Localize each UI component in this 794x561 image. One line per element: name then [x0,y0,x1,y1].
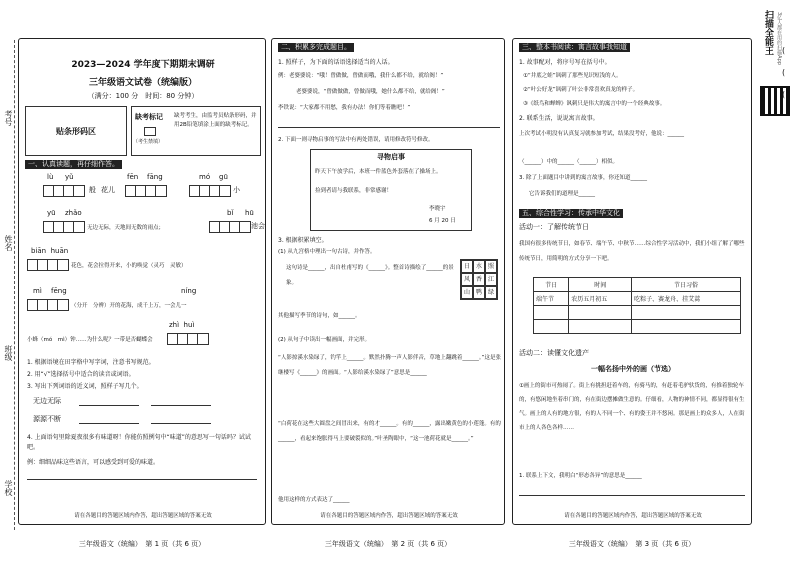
question-2-3b: (2) 从句子中读出一幅画面，并完形。 [278,337,371,343]
answer-line[interactable] [27,479,257,480]
section-2-header: 二、积累多完成题目。 [278,43,354,52]
writing-row-3: 花色，花会拉得开来，小的唤觉（灵巧 灵敏） [27,259,263,273]
barcode-area [25,106,127,156]
answer-line[interactable] [151,423,211,424]
page-1-footer: 三年级语文（统编） 第 1 页（共 6 页） [78,540,206,548]
kaohao-label: 考号 [4,110,13,126]
absent-desc: 缺考考生，由监考员贴条形码，并用2B铅笔填涂上面的缺考标记。 [174,113,257,128]
absent-box [131,106,261,156]
para-3-4: 我国有很多传统节日，如春节、端午节、中秋节……综合性学习活动中，我们小组了解了哪些传统节日，用简明的方式分享一下吧。 [519,241,745,262]
exam-meta: （满分：100 分 时间：80 分钟） [87,92,199,100]
page-1: 2023—2024 学年度下期期末调研 三年级语文试卷（统编版） （满分：100 分 时间：80 分钟） 贴条形码区 缺考标记 （考生禁填） 缺考考生，由监考员贴条形码，并用2B铅笔填涂上面的缺考标记。 一、认真读题，再仔细作答。 lù yǔ fēn fāng mó gū 般 花儿 小 yū zhǎo bǐ hū 无边无际，天地间无数的雨点； 池会 biān huān 花色，花会拉得开来，小的唤觉（灵巧 灵敏） mì fēng níng （分开 分辨）开的花海，成千上万，一会儿一 zhì huì 小蜂（mó mì）钟……为什么呢？一带是否蝴蝶会 1. 根据语境在田字格中写字词，注意书写规范。 2. 用“√”选择括号中适合的读音或词语。 3. 写出下列词语的近义词，照样子写几个。 无边无际 源源不断 4. 上面语句里除夏夜很多有味道呀！你能仿照例句中“味道”的意思写一句话吗？试试吧。 例：细细品味这些语言，可以感受到可爱的味道。 请在各题目的答题区域内作答，超出答题区域的答案无效 [18,38,266,525]
table-cell: 端午节 [534,292,569,306]
answer-line[interactable] [519,495,745,496]
qr-code-icon [760,86,790,116]
example-2-3: 李铁说：“大家都不用愁，我有办法！你们等着瞧吧！” [278,105,411,111]
table-cell[interactable] [632,306,741,320]
item-3-1: ①“井底之蛙”讽刺了那些见识短浅的人。 [523,73,622,79]
area-note: 请在各题目的答题区域内作答，超出答题区域的答案无效 [320,513,458,519]
word-1: 无边无际 [33,397,61,405]
fill-line-3: “人影掠溪水染绿了，钓竿上______。默然扑腾一声人影伴音，草地上翻跳着______。”这是张继楼写《______》的画面。“人影给溪水染绿了”意思是______ [278,355,501,376]
char-grid[interactable] [27,299,69,311]
exam-subtitle: 三年级语文试卷（统编版） [88,78,197,88]
para-3-2: （______）中的______（______）相似。 [519,159,619,165]
barcode-label: 贴条形码区 [56,126,96,136]
char-grid[interactable] [43,185,85,197]
article-title: 一幅名扬中外的画（节选） [591,365,675,373]
banji-label: 班级 [4,345,13,361]
table-cell[interactable] [534,306,569,320]
question-1-4: 4. 上面语句里除夏夜很多有味道呀！你能仿照例句中“味道”的意思写一句话吗？试试吧。 [27,434,251,451]
para-3-3: 它告诉我们的道理是______ [529,191,596,197]
page-3 [512,38,752,525]
exam-title: 2023—2024 学年度下期期末调研 [71,60,215,70]
question-3-5: 1. 联系上下文，我明白“形态各异”的意思是______ [519,473,642,479]
page-3-footer: 三年级语文（统编） 第 3 页（共 6 页） [568,540,696,548]
section-1-header: 一、认真读题，再仔细作答。 [25,160,122,169]
notice-body: 昨天下午放学后，本班一件蓝色外套落在了操场上。 [315,169,442,175]
char-grid[interactable] [209,221,251,233]
table-cell[interactable] [632,320,741,334]
fill-line-1: 这句诗是______，出自杜甫写的《______》。整首诗描绘了______的景象。 [286,265,454,286]
writing-row-5: 小蜂（mó mì）钟……为什么呢？一带是否蝴蝶会 [27,333,263,347]
question-1-1: 1. 根据语境在田字格中写字词，注意书写规范。 [27,359,155,366]
question-3-3: 3. 除了上面题目中讲到的寓言故事，你还知道______ [519,175,647,181]
question-2-3: 3. 根据积累填空。 [278,237,328,244]
writing-row-2: 无边无际，天地间无数的雨点； 池会 [43,221,265,235]
table-cell: 农历五月初五 [569,292,632,306]
item-3-3: ③《纸鸟和蝉蝉》讽刺只是伟大的寓言中的一个经典故事。 [523,101,666,107]
question-3-1: 1. 故事配对，将序号写在括号中。 [519,59,611,66]
question-3-2: 2. 联系生活，说说寓言故事。 [519,115,599,122]
table-header: 时间 [569,278,632,292]
fill-line-4: “白荷花在这些大圆盘之间冒出来，有的才______。有的______，露出嫩黄色的小莲蓬。有的______，看起来饱胀得马上要破裂似的。”叶圣陶眼中，“这一池荷花就是______。” [278,421,501,442]
absent-note: （考生禁填） [133,139,164,145]
activity-1: 活动一：了解传统节日 [519,223,589,231]
answer-line[interactable] [79,405,139,406]
xingming-label: 姓名 [4,235,13,251]
table-cell[interactable] [534,320,569,334]
pinyin-row-5: zhì huì [169,321,195,329]
question-2-3a: (1) 从九宫格中理出一句古诗，并作答。 [278,249,376,255]
writing-row-4: （分开 分辨）开的花海，成千上万，一会儿一 [27,299,263,313]
page-2 [271,38,505,525]
bracket-icon: ( ( ( [782,46,786,99]
table-header: 节日 [534,278,569,292]
xuexiao-label: 学校 [4,480,13,496]
nine-grid: 日 水 照 风 香 江 山 鸭 绿 [460,259,498,300]
answer-line[interactable] [151,405,211,406]
question-2-2: 2. 下面一则寻物启事的写法中有两处错误，请用修改符号修改。 [278,137,434,143]
area-note: 请在各题目的答题区域内作答，超出答题区域的答案无效 [74,513,212,519]
notice-body-2: 捡到者请与我联系，非常感谢！ [315,188,393,194]
notice-title: 寻物启事 [377,153,405,161]
fill-line-5: 他用这样的方式表达了______ [278,497,350,503]
app-name: 扫描全能王 [763,10,773,55]
table-header: 节日习俗 [632,278,741,292]
answer-line[interactable] [79,423,139,424]
absent-checkbox[interactable] [144,127,156,136]
word-2: 源源不断 [33,415,61,423]
notice-date: 6 月 20 日 [429,218,456,224]
answer-line[interactable] [278,127,500,128]
page-2-footer: 三年级语文（统编） 第 2 页（共 6 页） [324,540,452,548]
question-2-1: 1. 照样子，为下面的话语选择适当的人话。 [278,59,394,66]
char-grid[interactable] [43,221,85,233]
section-3-header: 三、整本书阅读：寓言故事我知道 [519,43,630,52]
table-cell[interactable] [569,306,632,320]
table-cell: 吃粽子、赛龙舟、挂艾蒿 [632,292,741,306]
notice-box [310,149,472,231]
app-sub: 3亿人都在用的扫描App [776,12,782,65]
fill-line-2: 其他描写季节的诗句，如______。 [278,313,361,319]
char-grid[interactable] [189,185,231,197]
para-3-1: 上次考试小明没有认真复习就参加考试，结果没考好，他说：______ [519,131,685,137]
example-2-2: 老婆婆说，“曾做做做，曾做而哦，她什么都不给，就给阁！” [296,89,445,95]
activity-2: 活动二：读懂文化遗产 [519,349,589,357]
pinyin-row-3: biān huān [31,247,69,255]
char-grid[interactable] [167,333,209,345]
area-note: 请在各题目的答题区域内作答，超出答题区域的答案无效 [564,513,702,519]
example-1: 例：细细品味这些语言，可以感受到可爱的味道。 [27,459,160,466]
article-body: ①画上的街市可热闹了。街上有挑担赶着车的，有骑马的，有赶着毛驴驮货的，有推着独轮车的，有悠闲地坐着串门的，有在街边摆摊做生意的。仔细看，人物的神情不同，都显得很有生气。画上的人有的地方很，有的人不同一个、有的姿王并不悠闲。那是画上的众多人，人在街市上的人各色各样…… [519,383,745,431]
festival-table [533,277,741,334]
table-cell[interactable] [569,320,632,334]
writing-row-1: 般 花儿 小 [43,185,263,199]
binding-line [14,40,15,530]
question-1-2: 2. 用“√”选择括号中适合的读音或词语。 [27,371,135,378]
notice-sign: 李晓宇 [429,206,446,212]
char-grid[interactable] [27,259,69,271]
item-3-2: ②“叶公好龙”讽刺了叶公非常喜欢真龙的样子。 [523,87,639,93]
section-5-header: 五、综合性学习：传承中华文化 [519,209,623,218]
char-grid[interactable] [125,185,167,197]
example-2-1: 例：老婆婆说：“哦！曾做做，曾做而哦，我什么都不给，就给阁！” [278,73,444,79]
question-1-3: 3. 写出下列词语的近义词，照样子写几个。 [27,383,143,390]
right-strip [756,0,794,561]
absent-label: 缺考标记 [135,113,163,121]
